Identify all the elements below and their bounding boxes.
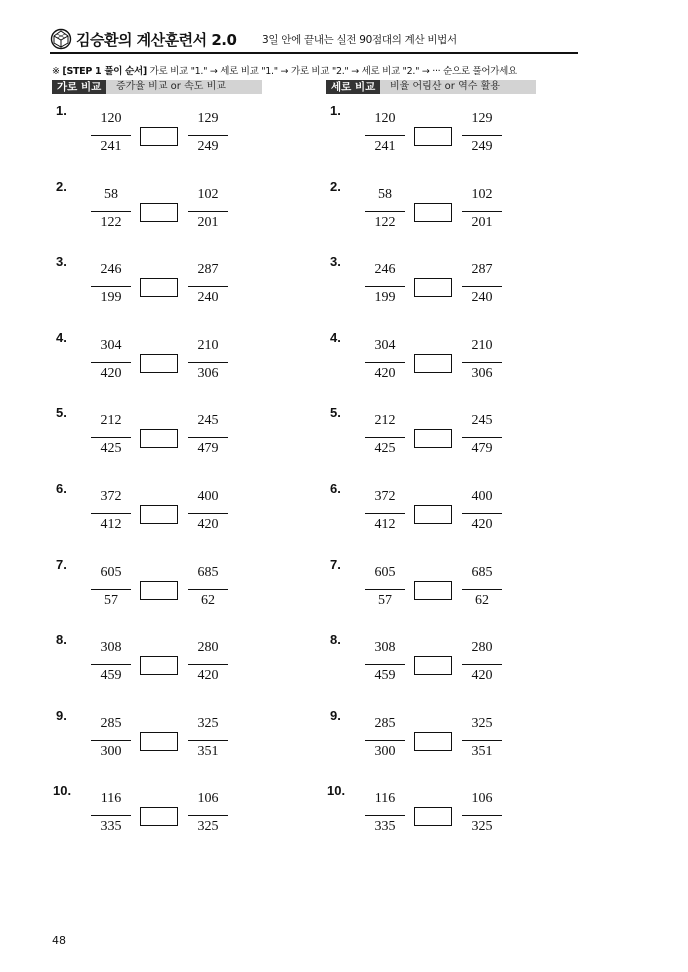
fraction-bar (462, 286, 502, 287)
denominator: 240 (471, 290, 493, 306)
instruction-line (52, 63, 517, 77)
numerator: 605 (374, 564, 396, 580)
fraction-bar (91, 513, 131, 514)
problem-left (56, 330, 296, 394)
numerator: 129 (471, 111, 493, 126)
numerator: 129 (197, 111, 219, 126)
fraction-bar (188, 815, 228, 816)
page-header (50, 26, 578, 52)
answer-box[interactable] (414, 581, 452, 600)
numerator: 285 (100, 715, 122, 731)
answer-box[interactable] (140, 505, 178, 524)
denominator: 420 (471, 517, 493, 532)
problem-number: 6. (330, 481, 341, 496)
numerator: 400 (197, 489, 219, 504)
answer-box[interactable] (414, 429, 452, 448)
numerator: 210 (197, 337, 219, 353)
instruction-step: [STEP 1 풀이 순서] (62, 66, 147, 77)
denominator: 241 (374, 139, 396, 154)
denominator: 122 (100, 214, 122, 230)
fraction-bar (188, 513, 228, 514)
fraction-bar (462, 362, 502, 363)
fraction-bar (365, 437, 405, 438)
fraction-bar (462, 135, 502, 136)
answer-box[interactable] (414, 656, 452, 675)
fraction-bar (365, 211, 405, 212)
fraction-bar (365, 740, 405, 741)
header-rule (50, 52, 578, 54)
problem-number: 2. (330, 178, 341, 194)
denominator: 199 (100, 290, 122, 306)
fraction-bar (462, 815, 502, 816)
problem-right (327, 783, 567, 847)
answer-box[interactable] (140, 429, 178, 448)
problem-number: 7. (56, 556, 67, 572)
numerator: 246 (374, 262, 396, 278)
logo-icon (50, 28, 72, 50)
numerator: 280 (197, 640, 219, 656)
fraction-bar (462, 437, 502, 438)
problem-right (330, 330, 570, 394)
denominator: 306 (197, 365, 219, 381)
problem-right (330, 179, 570, 243)
answer-box[interactable] (414, 278, 452, 297)
brand-subtitle: 3일 안에 끝내는 실전 90점대의 계산 비법서 (262, 34, 457, 46)
problem-number: 1. (56, 103, 67, 118)
section-desc: 증가율 비교 or 속도 비교 (116, 81, 226, 92)
denominator: 479 (471, 441, 493, 457)
fraction-bar (188, 135, 228, 136)
denominator: 459 (374, 668, 396, 684)
numerator: 106 (471, 791, 493, 807)
numerator: 212 (374, 413, 396, 429)
denominator: 425 (100, 441, 122, 457)
fraction-bar (91, 740, 131, 741)
answer-box[interactable] (414, 354, 452, 373)
denominator: 240 (197, 290, 219, 306)
section-desc: 비율 어림산 or 역수 활용 (390, 81, 500, 92)
fraction-bar (91, 286, 131, 287)
numerator: 308 (100, 640, 122, 656)
problem-number: 3. (56, 254, 67, 270)
answer-box[interactable] (140, 127, 178, 146)
problem-left (56, 708, 296, 772)
instruction-text: 가로 비교 "1." → 세로 비교 "1." → 가로 비교 "2." → 세로 비교 "2." → ··· 순으로 풀어가세요 (149, 66, 517, 77)
answer-box[interactable] (414, 127, 452, 146)
fraction-bar (462, 589, 502, 590)
denominator: 351 (471, 743, 493, 759)
denominator: 201 (471, 214, 493, 230)
denominator: 62 (475, 592, 489, 608)
answer-box[interactable] (414, 203, 452, 222)
problem-number: 6. (56, 481, 67, 496)
answer-box[interactable] (414, 732, 452, 751)
fraction-bar (462, 740, 502, 741)
denominator: 420 (374, 365, 396, 381)
numerator: 372 (374, 489, 396, 504)
answer-box[interactable] (140, 203, 178, 222)
problem-left (56, 179, 296, 243)
answer-box[interactable] (140, 278, 178, 297)
numerator: 245 (471, 413, 493, 429)
reference-mark: ※ (52, 66, 60, 77)
fraction-bar (462, 513, 502, 514)
fraction-bar (462, 664, 502, 665)
fraction-bar (188, 664, 228, 665)
fraction-bar (91, 135, 131, 136)
numerator: 246 (100, 262, 122, 278)
section-head-vertical (326, 80, 536, 94)
denominator: 420 (197, 517, 219, 532)
numerator: 212 (100, 413, 122, 429)
answer-box[interactable] (414, 505, 452, 524)
numerator: 280 (471, 640, 493, 656)
numerator: 287 (197, 262, 219, 278)
problem-number: 8. (56, 632, 67, 648)
denominator: 420 (100, 365, 122, 381)
problem-left (56, 405, 296, 469)
problem-number: 4. (56, 329, 67, 345)
section-head-horizontal (52, 80, 262, 94)
denominator: 351 (197, 743, 219, 759)
fraction-bar (365, 286, 405, 287)
fraction-bar (365, 135, 405, 136)
fraction-bar (91, 211, 131, 212)
problem-number: 10. (327, 783, 346, 799)
problem-number: 5. (330, 405, 341, 421)
answer-box[interactable] (414, 807, 452, 826)
denominator: 300 (374, 743, 396, 759)
problem-number: 4. (330, 329, 341, 345)
numerator: 106 (197, 791, 219, 807)
denominator: 249 (471, 139, 493, 154)
problem-left (56, 481, 296, 545)
denominator: 249 (197, 139, 219, 154)
page-number: 48 (52, 934, 66, 947)
answer-box[interactable] (140, 732, 178, 751)
problem-right (330, 481, 570, 545)
numerator: 372 (100, 489, 122, 504)
numerator: 325 (471, 715, 493, 731)
denominator: 412 (100, 517, 122, 532)
numerator: 58 (378, 186, 392, 202)
problem-number: 9. (56, 707, 67, 723)
denominator: 306 (471, 365, 493, 381)
fraction-bar (188, 437, 228, 438)
problem-right (330, 405, 570, 469)
problem-number: 8. (330, 632, 341, 648)
fraction-bar (188, 362, 228, 363)
fraction-bar (91, 664, 131, 665)
denominator: 335 (100, 819, 122, 835)
fraction-bar (91, 362, 131, 363)
denominator: 325 (471, 819, 493, 835)
fraction-bar (188, 286, 228, 287)
problem-number: 10. (53, 783, 72, 799)
numerator: 116 (374, 791, 396, 807)
denominator: 325 (197, 819, 219, 835)
denominator: 241 (100, 139, 122, 154)
problem-number: 7. (330, 556, 341, 572)
fraction-bar (188, 740, 228, 741)
numerator: 400 (471, 489, 493, 504)
denominator: 335 (374, 819, 396, 835)
numerator: 120 (374, 111, 396, 126)
problem-right (330, 557, 570, 621)
problem-right (330, 103, 570, 167)
brand-title: 김승환의 계산훈련서 2.0 (76, 31, 237, 49)
numerator: 325 (197, 715, 219, 731)
denominator: 420 (471, 668, 493, 684)
section-tag: 가로 비교 (52, 80, 106, 94)
numerator: 210 (471, 337, 493, 353)
problem-left (56, 254, 296, 318)
fraction-bar (188, 589, 228, 590)
problem-left (53, 783, 293, 847)
problem-left (56, 632, 296, 696)
problem-number: 9. (330, 707, 341, 723)
answer-box[interactable] (140, 807, 178, 826)
fraction-bar (462, 211, 502, 212)
fraction-bar (365, 589, 405, 590)
problem-right (330, 254, 570, 318)
denominator: 459 (100, 668, 122, 684)
problem-number: 5. (56, 405, 67, 421)
numerator: 102 (471, 186, 493, 202)
denominator: 201 (197, 214, 219, 230)
denominator: 122 (374, 214, 396, 230)
fraction-bar (365, 815, 405, 816)
numerator: 685 (197, 564, 219, 580)
fraction-bar (91, 589, 131, 590)
numerator: 120 (100, 111, 122, 126)
numerator: 245 (197, 413, 219, 429)
numerator: 304 (374, 337, 396, 353)
denominator: 420 (197, 668, 219, 684)
fraction-bar (91, 815, 131, 816)
denominator: 300 (100, 743, 122, 759)
answer-box[interactable] (140, 656, 178, 675)
answer-box[interactable] (140, 581, 178, 600)
problem-right (330, 632, 570, 696)
fraction-bar (188, 211, 228, 212)
denominator: 479 (197, 441, 219, 457)
denominator: 425 (374, 441, 396, 457)
numerator: 605 (100, 564, 122, 580)
numerator: 685 (471, 564, 493, 580)
fraction-bar (365, 513, 405, 514)
numerator: 304 (100, 337, 122, 353)
numerator: 102 (197, 186, 219, 202)
problem-number: 3. (330, 254, 341, 270)
problem-number: 1. (330, 103, 341, 118)
problem-number: 2. (56, 178, 67, 194)
problem-right (330, 708, 570, 772)
section-tag: 세로 비교 (326, 80, 380, 94)
numerator: 116 (100, 791, 122, 807)
fraction-bar (91, 437, 131, 438)
problem-left (56, 103, 296, 167)
numerator: 308 (374, 640, 396, 656)
numerator: 58 (104, 186, 118, 202)
denominator: 57 (104, 592, 118, 608)
denominator: 62 (201, 592, 215, 608)
denominator: 57 (378, 592, 392, 608)
problem-left (56, 557, 296, 621)
fraction-bar (365, 664, 405, 665)
numerator: 287 (471, 262, 493, 278)
fraction-bar (365, 362, 405, 363)
answer-box[interactable] (140, 354, 178, 373)
denominator: 412 (374, 517, 396, 532)
numerator: 285 (374, 715, 396, 731)
denominator: 199 (374, 290, 396, 306)
